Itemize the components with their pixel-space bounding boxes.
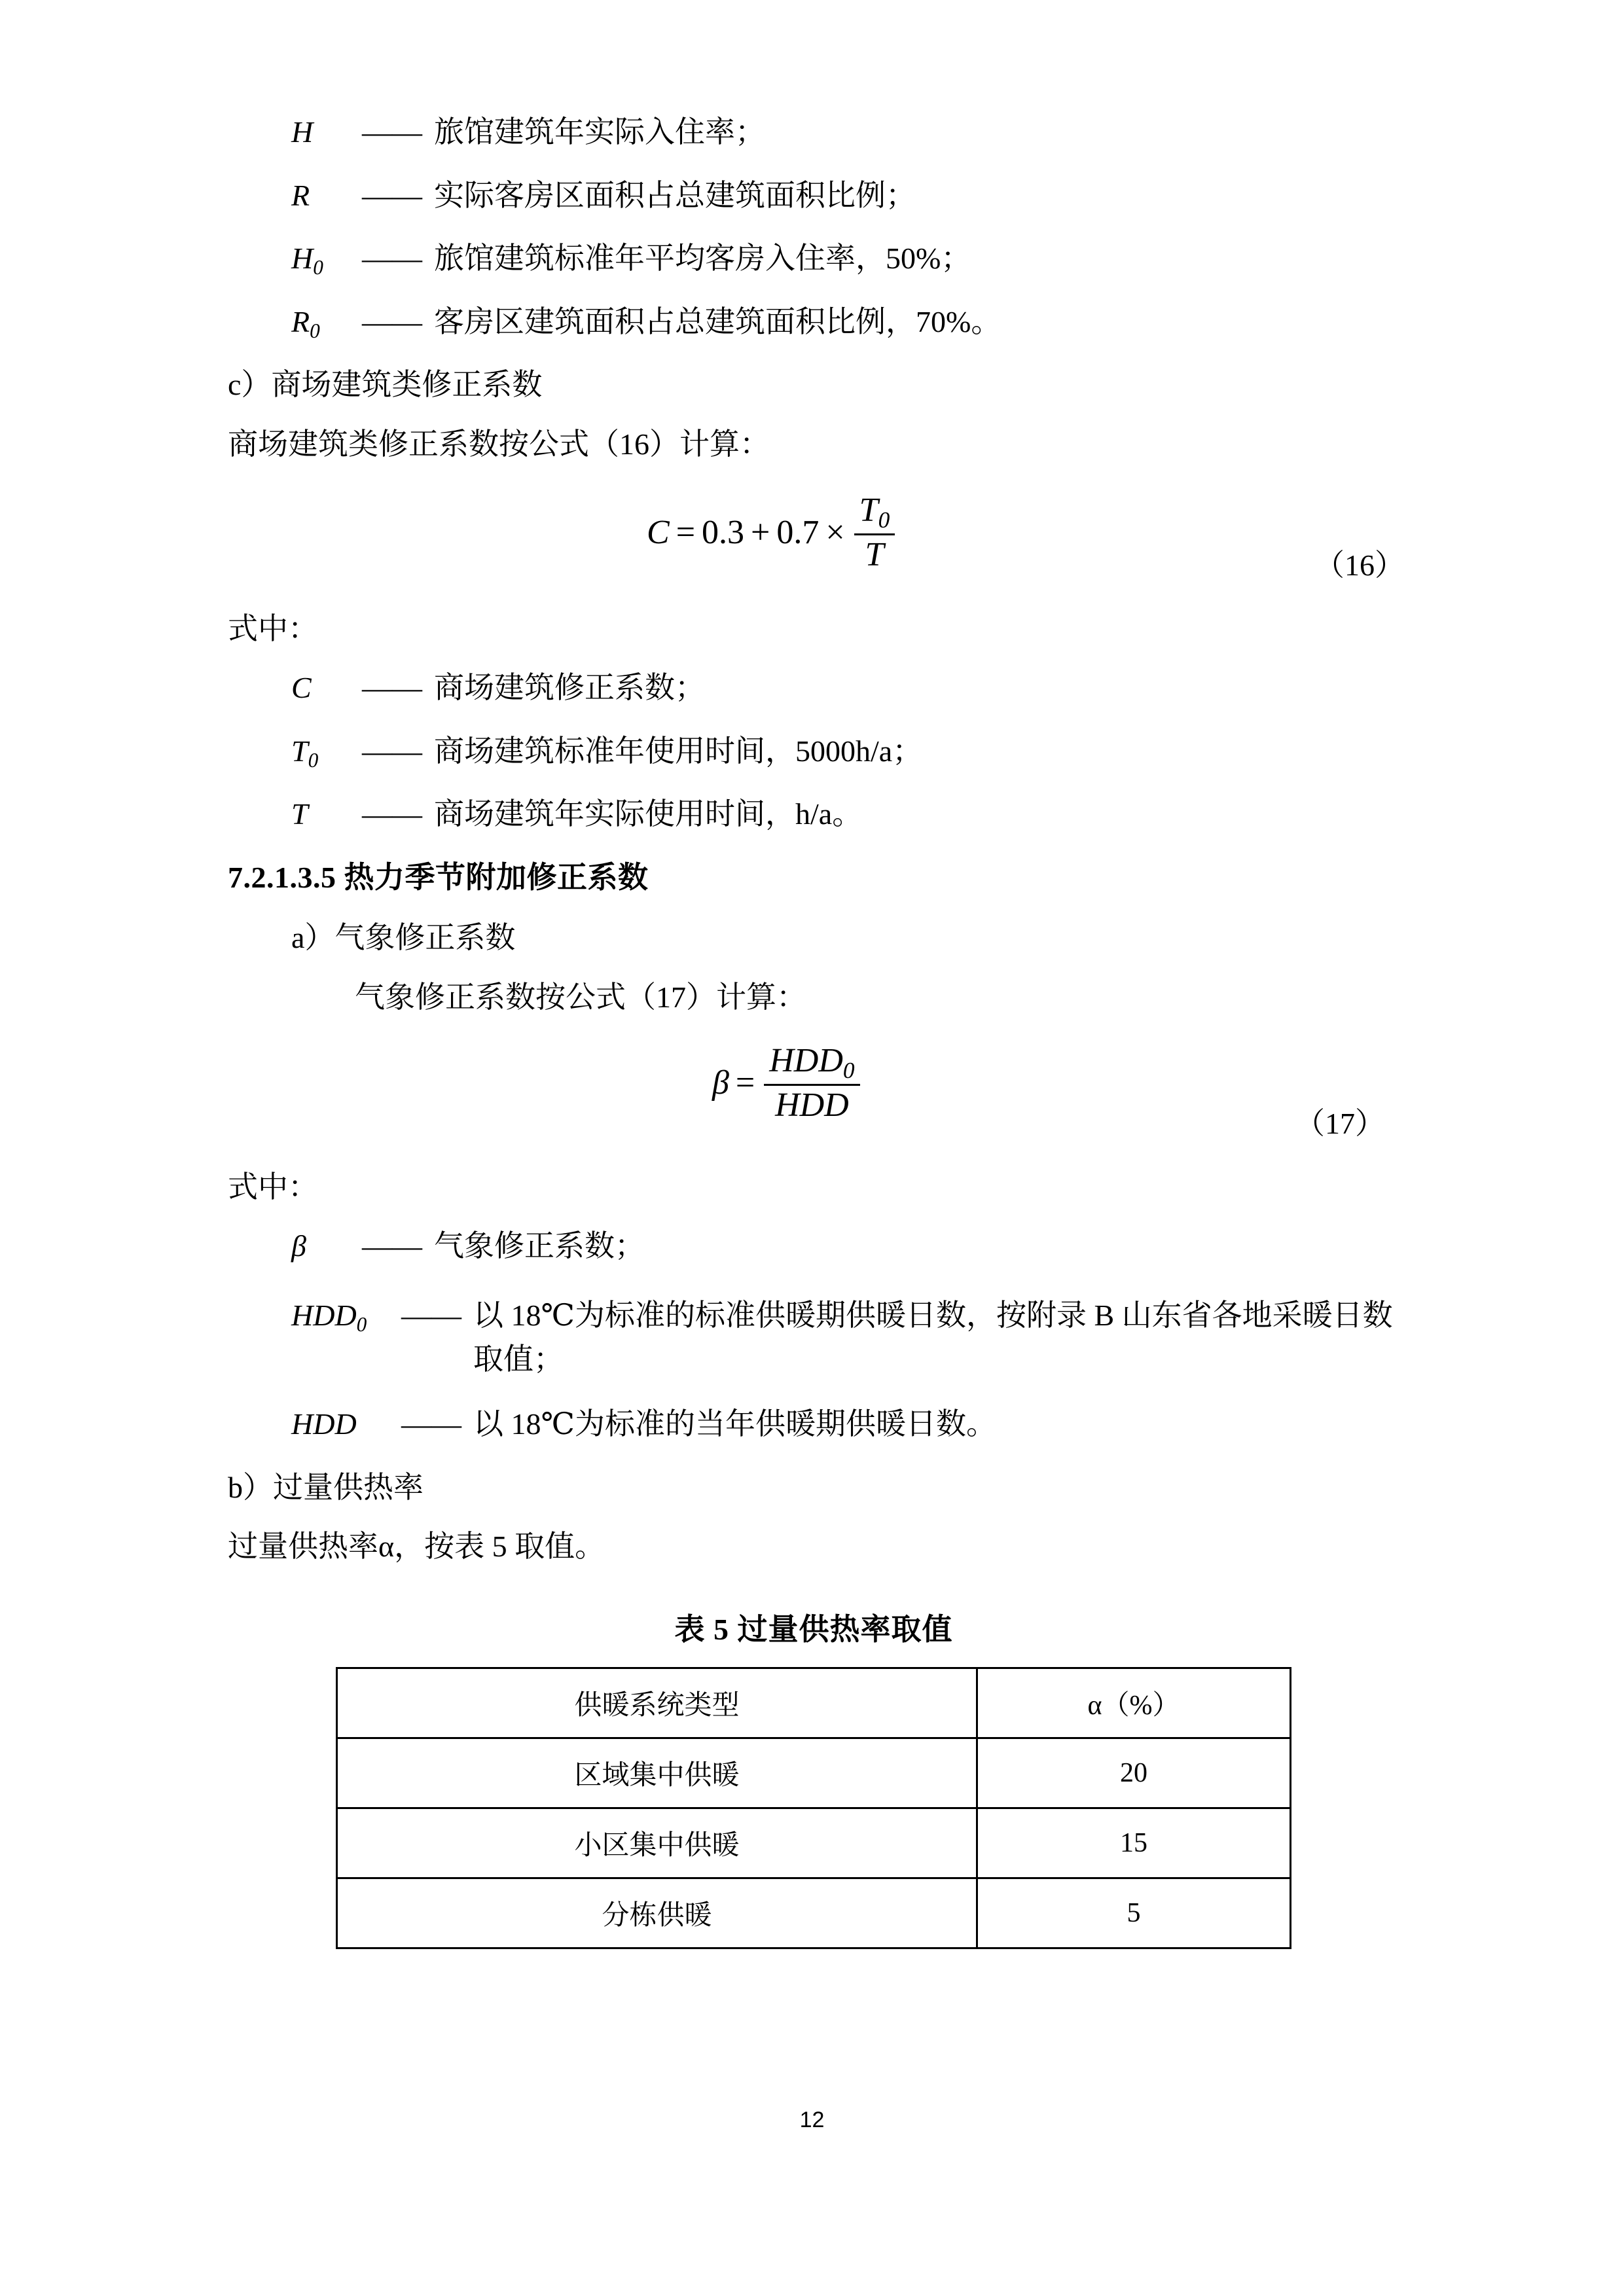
definition-description: 旅馆建筑年实际入住率；	[434, 115, 765, 149]
definition-description: 以 18℃为标准的当年供暖期供暖日数。	[473, 1407, 996, 1441]
spacer	[228, 596, 1399, 613]
definition-row	[291, 117, 1399, 152]
definition-symbol: $T_0$	[291, 734, 319, 772]
cell-system-type: 小区集中供暖	[337, 1808, 977, 1878]
definition-row	[291, 243, 1399, 279]
cell-alpha-value: 20	[977, 1738, 1291, 1808]
definition-symbol: C	[291, 671, 312, 705]
fraction-numerator: $HDD_0$	[764, 1043, 859, 1086]
table-5-title: 表 5 过量供热率取值	[674, 1613, 953, 1647]
table-header-row	[337, 1668, 1291, 1738]
equation-17-fraction	[764, 1043, 859, 1122]
section-heading-7-2-1-3-5: 7.2.1.3.5 热力季节附加修正系数	[228, 861, 649, 895]
definition-dash: ——	[401, 1298, 461, 1332]
where-label: 式中：	[228, 611, 318, 645]
list-item-b: b）过量供热率	[228, 1470, 424, 1504]
where-label: 式中：	[228, 1170, 318, 1204]
table-row	[337, 1738, 1291, 1808]
multiply-sign: ×	[825, 513, 845, 551]
definition-dash: ——	[362, 1229, 422, 1263]
cell-system-type: 区域集中供暖	[337, 1738, 977, 1808]
definition-row	[291, 736, 1399, 772]
definition-row	[291, 798, 1399, 834]
definition-row	[291, 672, 1399, 708]
equals-sign: =	[676, 513, 696, 551]
formula-17-intro: 气象修正系数按公式（17）计算：	[355, 980, 806, 1014]
fraction-numerator: $T_0$	[854, 493, 895, 535]
table-5-intro: 过量供热率α，按表 5 取值。	[228, 1530, 605, 1564]
equation-16-fraction	[854, 493, 895, 572]
fraction-denominator: HDD	[775, 1086, 849, 1124]
equals-sign: =	[735, 1064, 755, 1102]
table-5	[336, 1667, 1291, 1949]
table-row	[337, 1808, 1291, 1878]
definition-symbol: β	[291, 1229, 306, 1263]
column-header-alpha: α（%）	[977, 1668, 1291, 1738]
definition-description: 商场建筑年实际使用时间，h/a。	[434, 797, 863, 831]
equation-16-const2: 0.7	[776, 513, 820, 551]
cell-alpha-value: 5	[977, 1878, 1291, 1948]
definition-dash: ——	[362, 671, 422, 705]
definition-dash: ——	[362, 304, 422, 338]
equation-16-lhs: C	[647, 513, 670, 551]
page-content	[228, 0, 1405, 1949]
definition-dash: ——	[362, 797, 422, 831]
definition-dash: ——	[401, 1407, 461, 1441]
definition-description: 客房区建筑面积占总建筑面积比例，70%。	[434, 304, 1001, 338]
equation-16	[647, 493, 897, 572]
definition-description: 旅馆建筑标准年平均客房入住率，50%；	[434, 242, 971, 276]
plus-sign: +	[751, 513, 770, 551]
equation-16-block	[228, 488, 1405, 586]
equation-17-lhs: β	[712, 1064, 729, 1102]
column-header-system-type: 供暖系统类型	[337, 1668, 977, 1738]
cell-alpha-value: 15	[977, 1808, 1291, 1878]
cell-system-type: 分栋供暖	[337, 1878, 977, 1948]
definition-dash: ——	[362, 734, 422, 768]
definition-symbol: $H_0$	[291, 242, 323, 279]
equation-17-block	[228, 1041, 1399, 1145]
equation-17	[712, 1043, 863, 1122]
definition-symbol: $R_0$	[291, 304, 320, 342]
definition-symbol: $HDD_0$	[291, 1298, 367, 1336]
equation-17-number: （17）	[1295, 1106, 1385, 1140]
definition-row	[228, 1294, 1399, 1381]
definition-row	[291, 180, 1399, 216]
equation-16-const1: 0.3	[702, 513, 745, 551]
definition-row	[291, 1408, 1399, 1444]
list-item-c: c）商场建筑类修正系数	[228, 368, 543, 402]
fraction-denominator: T	[865, 535, 884, 573]
definition-symbol: H	[291, 115, 314, 149]
definition-description: 气象修正系数；	[434, 1229, 645, 1263]
top-spacer	[228, 0, 1399, 117]
table-row	[337, 1878, 1291, 1948]
list-item-a: a）气象修正系数	[291, 921, 516, 955]
definition-description: 实际客房区面积占总建筑面积比例；	[434, 178, 916, 212]
definition-row	[291, 1230, 1399, 1266]
page-number: 12	[799, 2108, 825, 2132]
definition-dash: ——	[362, 178, 422, 212]
definition-description: 以 18℃为标准的标准供暖期供暖日数，按附录 B 山东省各地采暖日数取值；	[473, 1298, 1393, 1376]
definition-dash: ——	[362, 242, 422, 276]
definition-dash: ——	[362, 115, 422, 149]
definition-description: 商场建筑修正系数；	[434, 671, 705, 705]
spacer	[228, 1156, 1399, 1172]
definition-symbol: HDD	[291, 1407, 357, 1441]
definition-symbol: T	[291, 797, 308, 831]
definition-row	[291, 306, 1399, 342]
equation-16-number: （16）	[1314, 548, 1405, 582]
definition-description: 商场建筑标准年使用时间，5000h/a；	[434, 734, 923, 768]
spacer	[228, 1590, 1399, 1605]
definition-symbol: R	[291, 178, 310, 212]
formula-16-intro: 商场建筑类修正系数按公式（16）计算：	[228, 427, 770, 461]
